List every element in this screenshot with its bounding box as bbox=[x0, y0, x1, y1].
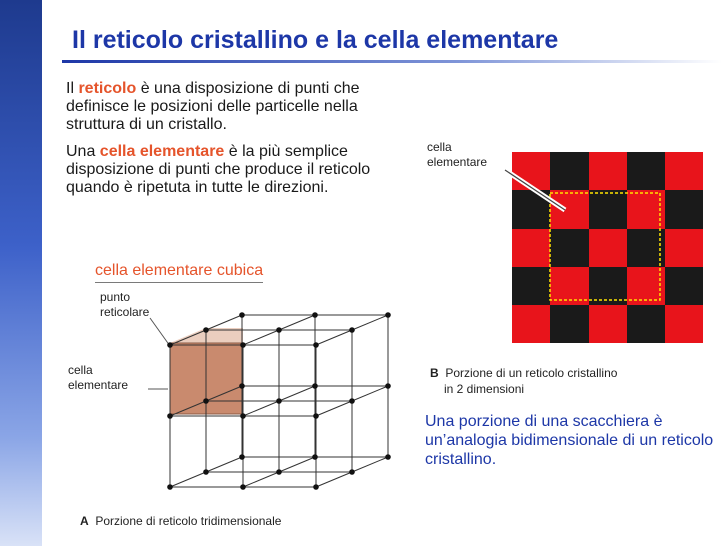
checkerboard-square bbox=[512, 152, 550, 190]
label-cella-b-line1: cella bbox=[427, 140, 452, 154]
checkerboard-analogy-text: Una porzione di una scacchiera è un’analogia bidimensionale di un reticolo cristallino. bbox=[425, 413, 714, 468]
checkerboard-square bbox=[550, 190, 589, 229]
caption-figure-b bbox=[430, 365, 617, 397]
checkerboard-square bbox=[550, 152, 589, 190]
paragraph-cella-post: è la più semplice disposizione di punti che produce il reticolo quando è ripetuta in tutte le direzioni. bbox=[66, 143, 371, 196]
caption-a-text: Porzione di reticolo tridimensionale bbox=[95, 514, 282, 528]
paragraph-reticolo-post: è una disposizione di punti che definisce le posizioni delle particelle nella struttura di un cristallo. bbox=[66, 80, 360, 133]
label-punto-line1: punto bbox=[100, 290, 131, 304]
label-cella-a-line1: cella bbox=[68, 363, 93, 377]
slide-title: Il reticolo cristallino e la cella elementare bbox=[72, 26, 559, 54]
checkerboard-square bbox=[512, 267, 550, 305]
checkerboard-square bbox=[550, 305, 589, 343]
caption-b-line1: Porzione di un reticolo cristallino bbox=[445, 366, 618, 380]
term-reticolo: reticolo bbox=[78, 80, 137, 97]
caption-b-line2: in 2 dimensioni bbox=[444, 382, 525, 396]
checkerboard-square bbox=[512, 229, 550, 267]
checkerboard-square bbox=[512, 305, 550, 343]
checkerboard-square bbox=[627, 152, 665, 190]
label-cella-b-line2: elementare bbox=[427, 155, 488, 169]
paragraph-cella-pre: Una bbox=[66, 143, 100, 160]
cubic-cell-subtitle: cella elementare cubica bbox=[95, 262, 263, 283]
checkerboard-square bbox=[589, 229, 627, 267]
checkerboard-square bbox=[665, 267, 703, 305]
paragraph-reticolo-pre: Il bbox=[66, 80, 79, 97]
checkerboard-square bbox=[589, 305, 627, 343]
checkerboard-square bbox=[665, 152, 703, 190]
checkerboard-square bbox=[550, 229, 589, 267]
checkerboard-square bbox=[665, 190, 703, 229]
label-cella-a-line2: elementare bbox=[68, 378, 129, 392]
checkerboard-square bbox=[665, 229, 703, 267]
checkerboard-square bbox=[589, 190, 627, 229]
checkerboard-squares bbox=[512, 152, 703, 343]
checkerboard-square bbox=[589, 152, 627, 190]
caption-a-letter: A bbox=[80, 514, 89, 528]
checkerboard-square bbox=[665, 305, 703, 343]
checkerboard-square bbox=[627, 305, 665, 343]
label-punto-line2: reticolare bbox=[100, 305, 150, 319]
term-cella-elementare: cella elementare bbox=[99, 143, 225, 160]
caption-b-letter: B bbox=[430, 366, 439, 380]
